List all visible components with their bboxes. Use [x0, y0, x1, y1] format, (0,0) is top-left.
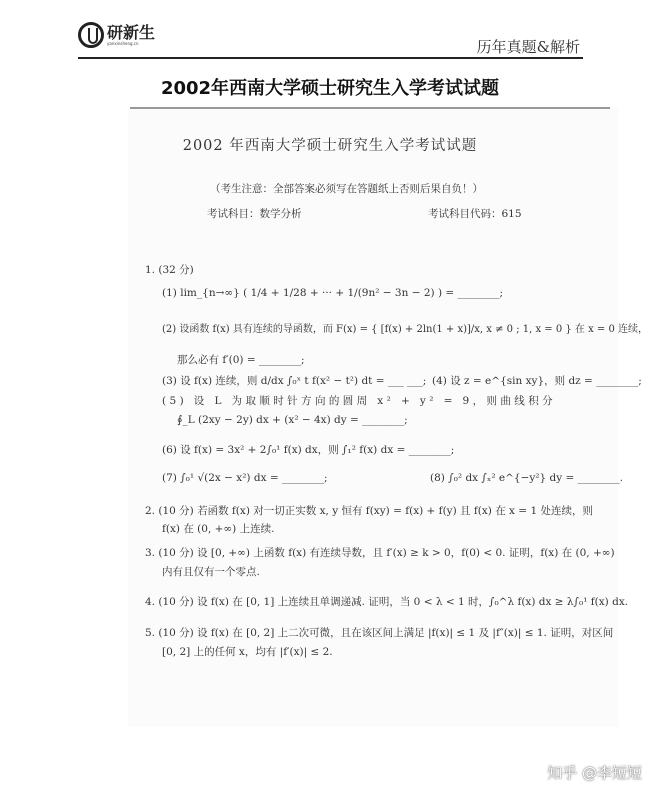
- exam-notice: （考生注意：全部答案必须写在答题纸上否则后果自负！）: [210, 183, 483, 195]
- question-line: 5. (10 分) 设 f(x) 在 [0, 2] 上二次可微，且在该区间上满足 |f(x)| ≤ 1 及 |f″(x)| ≤ 1. 证明，对区间: [145, 627, 614, 639]
- question-line: (4) 设 z = e^{sin xy}，则 dz = ________;: [432, 375, 642, 387]
- logo-subtext: yanxinsheng.cn: [107, 40, 139, 46]
- watermark: 知乎 @李短短: [547, 764, 642, 782]
- exam-title: 2002 年西南大学硕士研究生入学考试试题: [182, 138, 478, 154]
- header-divider: [78, 57, 583, 59]
- question-line: f(x) 在 (0, +∞) 上连续.: [162, 523, 275, 535]
- logo: [78, 22, 155, 48]
- question-line: 那么必有 f′(0) = ________;: [177, 354, 305, 366]
- logo-text: 研新生: [107, 22, 156, 42]
- header-label: 历年真题&解析: [476, 38, 580, 56]
- question-line: (7) ∫₀¹ √(2x − x²) dx = ________;: [162, 472, 328, 484]
- exam-subject: 考试科目：数学分析: [207, 208, 302, 220]
- question-line: (3) 设 f(x) 连续，则 d/dx ∫₀ˣ t f(x² − t²) dt = ___ ___;: [162, 375, 427, 387]
- scan-top-edge: [130, 107, 610, 109]
- page-title: 2002年西南大学硕士研究生入学考试试题: [160, 78, 500, 99]
- question-line: 4. (10 分) 设 f(x) 在 [0, 1] 上连续且单调递减. 证明，当 0 < λ < 1 时，∫₀^λ f(x) dx ≥ λ∫₀¹ f(x) dx.: [145, 596, 629, 608]
- exam-subject-code: 考试科目代码：615: [428, 208, 522, 220]
- question-line: (5) 设 L 为取顺时针方向的圆周 x² + y² = 9，则曲线积分: [162, 395, 556, 407]
- question-line: 内有且仅有一个零点.: [162, 566, 260, 578]
- question-line: 2. (10 分) 若函数 f(x) 对一切正实数 x, y 恒有 f(xy) = f(x) + f(y) 且 f(x) 在 x = 1 处连续，则: [145, 505, 593, 517]
- question-line: (2) 设函数 f(x) 具有连续的导函数，而 F(x) = { [f(x) + 2ln(1 + x)]/x, x ≠ 0 ; 1, x = 0 } 在 x = 0 连续，: [162, 324, 649, 335]
- logo-icon: [78, 22, 104, 48]
- question-line: 3. (10 分) 设 [0, +∞) 上函数 f(x) 有连续导数，且 f′(x) ≥ k > 0，f(0) < 0. 证明，f(x) 在 (0, +∞): [145, 547, 615, 559]
- question-line: 1. (32 分): [145, 264, 194, 276]
- question-line: (1) lim_{n→∞} ( 1/4 + 1/28 + ··· + 1/(9n² − 3n − 2) ) = ________;: [162, 287, 504, 299]
- question-line: (8) ∫₀² dx ∫ₓ² e^{−y²} dy = ________.: [430, 472, 623, 484]
- question-line: (6) 设 f(x) = 3x² + 2∫₀¹ f(x) dx，则 ∫₁² f(x) dx = ________;: [162, 444, 455, 456]
- question-line: ∮_L (2xy − 2y) dx + (x² − 4x) dy = ________;: [177, 414, 408, 426]
- question-line: [0, 2] 上的任何 x，均有 |f′(x)| ≤ 2.: [162, 646, 333, 658]
